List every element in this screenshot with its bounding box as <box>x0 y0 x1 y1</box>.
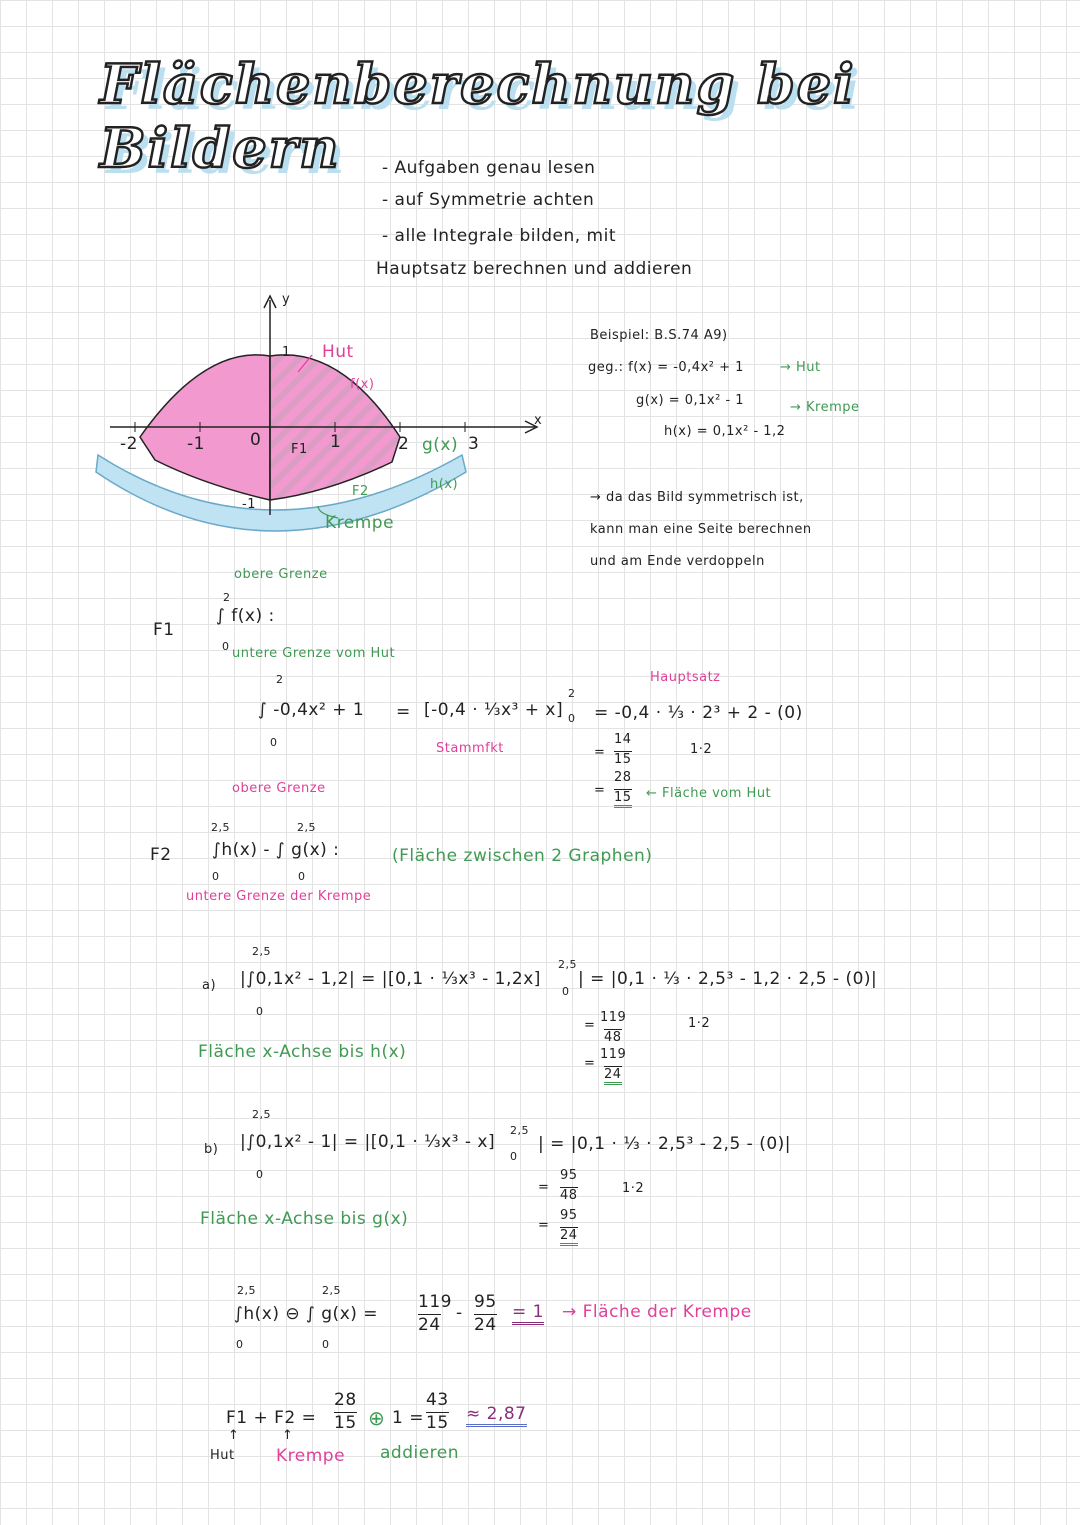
diff-d2: 24 <box>474 1315 497 1335</box>
part-a-eval: | = |0,1 · ⅓ · 2,5³ - 1,2 · 2,5 - (0)| <box>578 969 878 989</box>
part-b-mult: 1·2 <box>622 1181 645 1196</box>
total-d1: 15 <box>334 1413 357 1433</box>
f1-res-note: ← Fläche vom Hut <box>646 786 772 801</box>
total-plus: ⊕ <box>368 1406 386 1430</box>
total-krempe-note: Krempe <box>276 1446 346 1466</box>
total-one: 1 = <box>392 1408 424 1428</box>
f-note: → Hut <box>780 360 821 375</box>
part-b-expr: |∫0,1x² - 1| = |[0,1 · ⅓x³ - x] <box>240 1132 496 1152</box>
part-b-r1-num: 95 <box>560 1168 578 1183</box>
part-a-mult: 1·2 <box>688 1016 711 1031</box>
f1-eval: = -0,4 · ⅓ · 2³ + 2 - (0) <box>594 703 803 723</box>
total-hut-note: Hut <box>210 1448 235 1463</box>
diff-minus: - <box>456 1303 463 1323</box>
part-b-upper: 2,5 <box>252 1108 271 1121</box>
f1-lower-note: untere Grenze vom Hut <box>232 646 396 661</box>
part-a-label: a) <box>202 978 217 993</box>
part-b-label: b) <box>204 1142 219 1157</box>
tick-2: 2 <box>398 434 410 454</box>
tip-1: - Aufgaben genau lesen <box>382 158 596 178</box>
f2-between-note: (Fläche zwischen 2 Graphen) <box>392 846 653 866</box>
f1-res1-den: 15 <box>614 752 632 767</box>
tick-3: 3 <box>468 434 480 454</box>
tip-2: - auf Symmetrie achten <box>382 190 595 210</box>
f1-res2-num: 28 <box>614 770 632 785</box>
f1-calc-lower: 0 <box>270 736 278 749</box>
tick-0: 0 <box>250 430 262 450</box>
diff-n1: 119 <box>418 1292 452 1312</box>
tip-3: - alle Integrale bilden, mit <box>382 226 616 246</box>
part-a-caption: Fläche x-Achse bis h(x) <box>198 1042 407 1062</box>
part-b-r1-den: 48 <box>560 1188 578 1203</box>
f2-z1: 0 <box>212 870 220 883</box>
f1-lower: 0 <box>222 640 230 653</box>
tick-neg1: -1 <box>187 434 205 454</box>
total-n1: 28 <box>334 1390 357 1410</box>
diff-z1: 0 <box>236 1338 244 1351</box>
total-n2: 43 <box>426 1390 449 1410</box>
tick-1: 1 <box>330 432 342 452</box>
tick-neg2: -2 <box>120 434 138 454</box>
part-a-bounds-lower: 0 <box>562 985 570 998</box>
f1-area-label: F1 <box>291 442 308 457</box>
f2-b2: 2,5 <box>297 821 316 834</box>
given-h: h(x) = 0,1x² - 1,2 <box>664 424 786 439</box>
part-a-lower: 0 <box>256 1005 264 1018</box>
f1-label: F1 <box>153 620 175 640</box>
total-approx: ≈ 2,87 <box>466 1404 527 1427</box>
f2-lower-note: untere Grenze der Krempe <box>186 889 372 904</box>
tip-4: Hauptsatz berechnen und addieren <box>376 259 693 279</box>
part-b-bounds-upper: 2,5 <box>510 1124 529 1137</box>
part-a-upper: 2,5 <box>252 945 271 958</box>
total-d2: 15 <box>426 1413 449 1433</box>
part-b-r2-num: 95 <box>560 1208 578 1223</box>
f1-antider-lower: 0 <box>568 712 576 725</box>
f1-res1-mult: 1·2 <box>690 742 713 757</box>
part-b-r2-den: 24 <box>560 1227 578 1246</box>
hauptsatz-note: Hauptsatz <box>650 670 721 685</box>
diff-b2: 2,5 <box>322 1284 341 1297</box>
symmetry-2: kann man eine Seite berechnen <box>590 522 812 537</box>
part-a-r1-num: 119 <box>600 1010 627 1025</box>
symmetry-1: → da das Bild symmetrisch ist, <box>590 490 804 505</box>
diff-result: = 1 <box>512 1302 544 1325</box>
total-addieren-note: addieren <box>380 1443 460 1463</box>
f2-upper-note: obere Grenze <box>232 781 326 796</box>
given-g: g(x) = 0,1x² - 1 <box>636 393 745 408</box>
part-a-r2-num: 119 <box>600 1047 627 1062</box>
g-label: g(x) <box>422 435 459 455</box>
diff-note: → Fläche der Krempe <box>562 1302 752 1322</box>
part-b-bounds-lower: 0 <box>510 1150 518 1163</box>
f1-calc-upper: 2 <box>276 673 284 686</box>
example-heading: Beispiel: B.S.74 A9) <box>590 328 728 343</box>
f2-b1: 2,5 <box>211 821 230 834</box>
f1-calc-integrand: ∫ -0,4x² + 1 <box>258 700 365 720</box>
x-axis-label: x <box>534 413 543 428</box>
f1-res1-num: 14 <box>614 732 632 747</box>
f1-integral: ∫ f(x) : <box>216 606 275 626</box>
f2-area-label: F2 <box>352 484 369 499</box>
f1-antiderivative: [-0,4 · ⅓x³ + x] <box>424 700 564 720</box>
f2-z2: 0 <box>298 870 306 883</box>
diff-expr: ∫h(x) ⊖ ∫ g(x) = <box>234 1304 379 1324</box>
part-b-lower: 0 <box>256 1168 264 1181</box>
krempe-label: Krempe <box>325 513 395 533</box>
f1-upper: 2 <box>223 591 231 604</box>
tick-yneg1: -1 <box>242 497 256 512</box>
diff-d1: 24 <box>418 1315 441 1335</box>
y-axis-label: y <box>282 292 291 307</box>
part-a-bounds-upper: 2,5 <box>558 958 577 971</box>
diff-n2: 95 <box>474 1292 497 1312</box>
f-label: f(x) <box>350 377 375 392</box>
given-f: geg.: f(x) = -0,4x² + 1 <box>588 360 744 375</box>
part-a-r2-den: 24 <box>604 1066 622 1085</box>
f1-upper-note: obere Grenze <box>234 567 328 582</box>
f1-eq: = <box>396 702 411 722</box>
hut-label: Hut <box>322 342 354 362</box>
f2-expr: ∫h(x) - ∫ g(x) : <box>212 840 340 860</box>
gh-note: → Krempe <box>790 400 860 415</box>
f1-antider-upper: 2 <box>568 687 576 700</box>
diff-z2: 0 <box>322 1338 330 1351</box>
page-title: Flächenberechnung bei Bildern <box>100 52 856 180</box>
diff-b1: 2,5 <box>237 1284 256 1297</box>
stammfkt-note: Stammfkt <box>436 741 504 756</box>
part-a-r1-den: 48 <box>604 1030 622 1045</box>
tick-y1: 1 <box>282 345 291 360</box>
symmetry-3: und am Ende verdoppeln <box>590 554 765 569</box>
f2-label: F2 <box>150 845 172 865</box>
f1-res2-den: 15 <box>614 789 632 808</box>
part-a-expr: |∫0,1x² - 1,2| = |[0,1 · ⅓x³ - 1,2x] <box>240 969 541 989</box>
part-b-eval: | = |0,1 · ⅓ · 2,5³ - 2,5 - (0)| <box>538 1134 792 1154</box>
h-label: h(x) <box>430 477 459 492</box>
total-lhs: F1 + F2 = <box>226 1408 317 1428</box>
part-b-caption: Fläche x-Achse bis g(x) <box>200 1209 409 1229</box>
